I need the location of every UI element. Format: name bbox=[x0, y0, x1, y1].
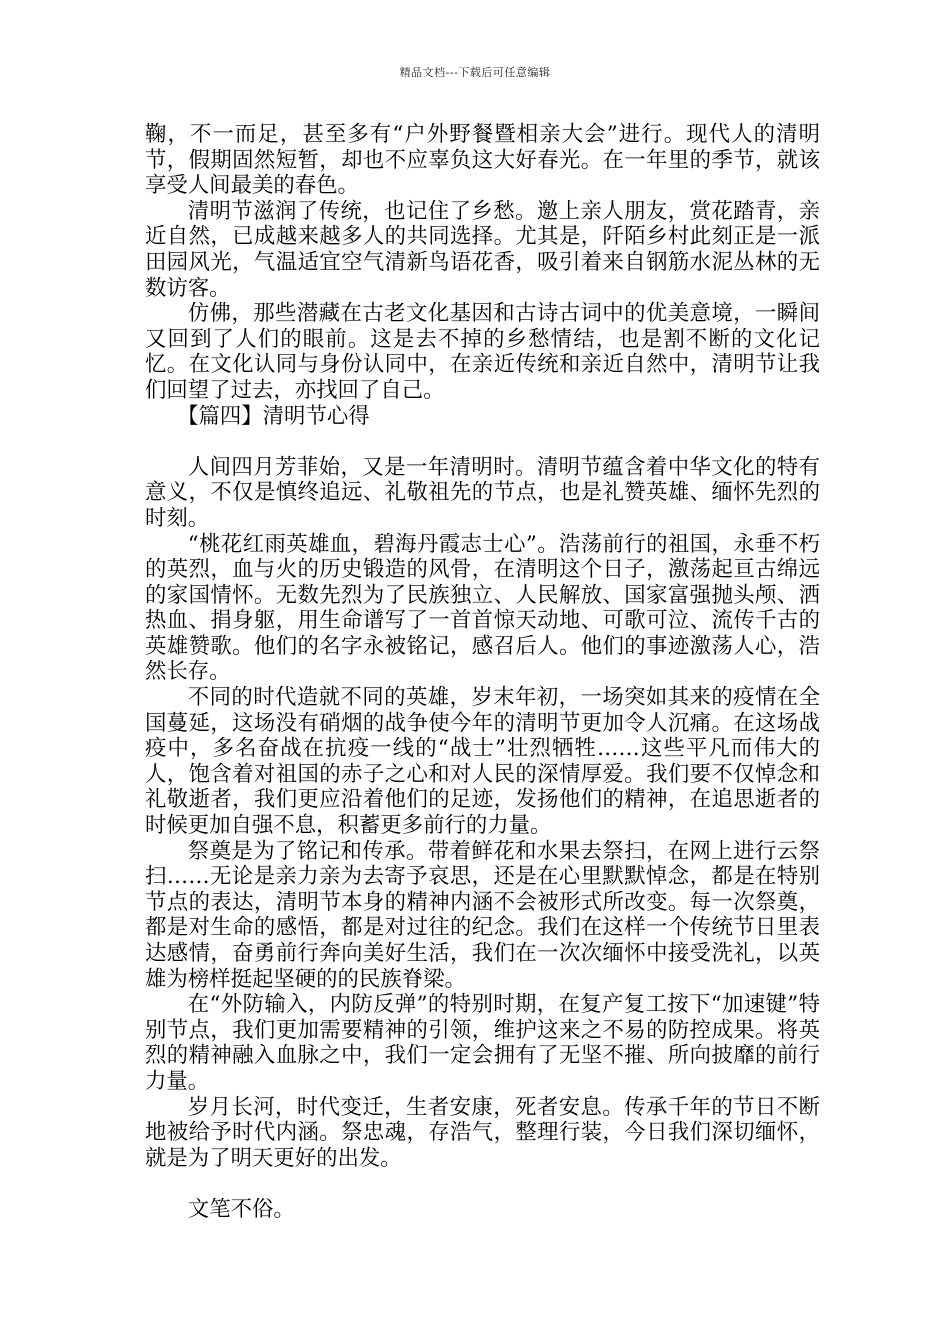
paragraph: 在“外防输入，内防反弹”的特别时期，在复产复工按下“加速键”特别节点，我们更加需要精神的引领，维护这来之不易的防控成果。将英烈的精神融入血脉之中，我们一定会拥有了无坚不摧、所向披靡的前行力量。 bbox=[145, 992, 820, 1094]
paragraph-continued: 鞠，不一而足，甚至多有“户外野餐暨相亲大会”进行。现代人的清明节，假期固然短暂，却也不应辜负这大好春光。在一年里的季节，就该享受人间最美的春色。 bbox=[145, 122, 820, 199]
paragraph: 不同的时代造就不同的英雄，岁末年初，一场突如其来的疫情在全国蔓延，这场没有硝烟的战争使今年的清明节更加令人沉痛。在这场战疫中，多名奋战在抗疫一线的“战士”壮烈牺牲……这些平凡而伟大的人，饱含着对祖国的赤子之心和对人民的深情厚爱。我们要不仅悼念和礼敬逝者，我们更应沿着他们的足迹，发扬他们的精神，在追思逝者的时候更加自强不息，积蓄更多前行的力量。 bbox=[145, 685, 820, 839]
paragraph: 祭奠是为了铭记和传承。带着鲜花和水果去祭扫，在网上进行云祭扫……无论是亲力亲为去寄予哀思，还是在心里默默悼念，都是在特别节点的表达，清明节本身的精神内涵不会被形式所改变。每一次祭奠，都是对生命的感悟，都是对过往的纪念。我们在这样一个传统节日里表达感情，奋勇前行奔向美好生活，我们在一次次缅怀中接受洗礼，以英雄为榜样挺起坚硬的的民族脊梁。 bbox=[145, 838, 820, 992]
paragraph: 岁月长河，时代变迁，生者安康，死者安息。传承千年的节日不断地被给予时代内涵。祭忠魂，存浩气，整理行装，今日我们深切缅怀，就是为了明天更好的出发。 bbox=[145, 1094, 820, 1171]
page-header: 精品文档---下载后可任意编辑 bbox=[399, 66, 551, 79]
closing-remark: 文笔不俗。 bbox=[187, 1196, 295, 1222]
paragraph: 人间四月芳菲始，又是一年清明时。清明节蕴含着中华文化的特有意义，不仅是慎终追远、礼敬祖先的节点，也是礼赞英雄、缅怀先烈的时刻。 bbox=[145, 454, 820, 531]
paragraph: 仿佛，那些潜藏在古老文化基因和古诗古词中的优美意境，一瞬间又回到了人们的眼前。这是去不掉的乡愁情结，也是割不断的文化记忆。在文化认同与身份认同中，在亲近传统和亲近自然中，清明节让我们回望了过去，亦找回了自己。 bbox=[145, 301, 820, 403]
section-title: 【篇四】清明节心得 bbox=[177, 403, 370, 429]
paragraph: “桃花红雨英雄血，碧海丹霞志士心”。浩荡前行的祖国，永垂不朽的英烈，血与火的历史锻造的风骨，在清明这个日子，激荡起亘古绵远的家国情怀。无数先烈为了民族独立、人民解放、国家富强抛头颅、洒热血、捐身躯，用生命谱写了一首首惊天动地、可歌可泣、流传千古的英雄赞歌。他们的名字永被铭记，感召后人。他们的事迹激荡人心，浩然长存。 bbox=[145, 531, 820, 685]
paragraph: 清明节滋润了传统，也记住了乡愁。邀上亲人朋友，赏花踏青，亲近自然，已成越来越多人的共同选择。尤其是，阡陌乡村此刻正是一派田园风光，气温适宜空气清新鸟语花香，吸引着来自钢筋水泥丛林的无数访客。 bbox=[145, 198, 820, 301]
document-body bbox=[145, 122, 820, 1223]
